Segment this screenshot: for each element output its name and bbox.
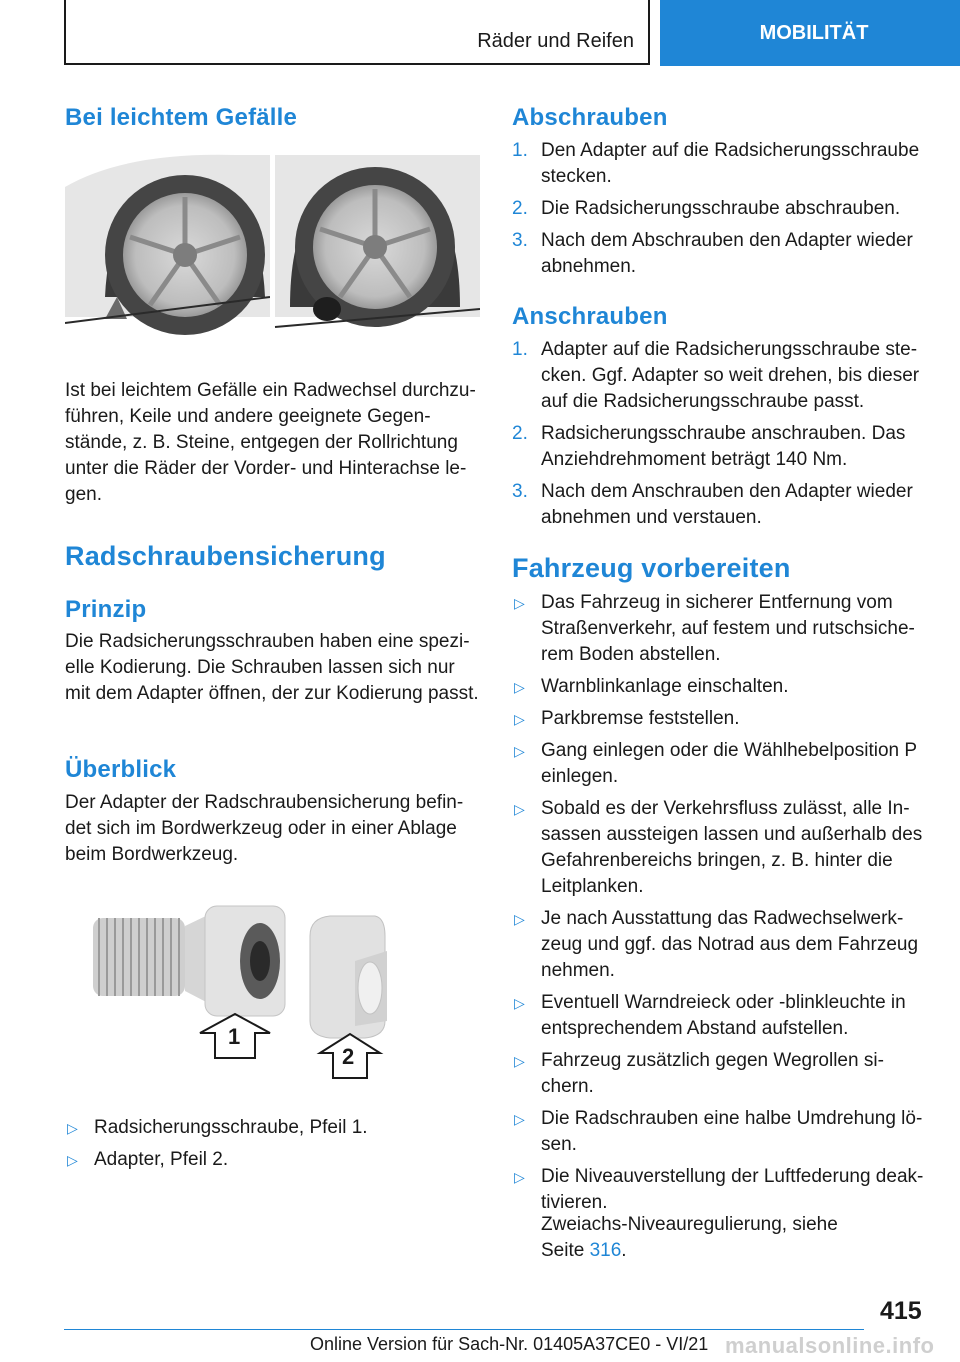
list-item: 3. Nach dem Anschrauben den Adapter wieder abnehmen und verstauen. [512,481,913,528]
unscrew-steps [512,138,927,280]
list-item: ▷ Warnblinkanlage einschalten. [512,674,927,700]
principle-text: Die Radsicherungsschrauben haben eine spezielle Kodierung. Die Schrauben lassen sich nur mit dem Adapter öffnen, der zur Kodierung passt. [65,631,479,704]
watermark: manualsonline.info [725,1333,935,1358]
list-item: ▷ Parkbremse feststellen. [512,706,927,732]
triangle-right-outline-icon: ▷ [514,679,525,695]
legend-list [65,1115,480,1173]
figure-wheel-chocks [65,147,480,345]
triangle-right-outline-icon: ▷ [514,911,525,927]
list-item: ▷ Gang einlegen oder die Wählhebelposition P einlegen. [514,740,917,787]
list-item: ▷ Adapter, Pfeil 2. [65,1147,480,1173]
list-item: 3. Nach dem Abschrauben den Adapter wieder abnehmen. [512,230,913,277]
adapter-drawing [310,916,387,1038]
list-item: ▷ Radsicherungsschraube, Pfeil 1. [65,1115,480,1141]
triangle-right-outline-icon: ▷ [514,1053,525,1069]
heading-wheel-lock: Radschraubensicherung [65,541,386,571]
header-chapter-tab: MOBILITÄT [660,0,960,66]
triangle-right-outline-icon: ▷ [514,1169,525,1185]
list-item: ▷ Fahrzeug zusätzlich gegen Wegrollen sichern. [514,1050,884,1097]
list-item: ▷ Sobald es der Verkehrsfluss zulässt, alle Insassen aussteigen lassen und außerhalb des Gefahrenbereichs bringen, z. B. hinter die Leitplanken. [514,798,923,897]
heading-unscrew: Abschrauben [512,104,668,131]
triangle-right-outline-icon: ▷ [514,995,525,1011]
triangle-right-outline-icon: ▷ [514,595,525,611]
triangle-right-outline-icon: ▷ [67,1152,78,1168]
figure-lock-bolt-adapter [85,896,395,1081]
page-number: 415 [880,1297,922,1325]
cross-reference: Zweiachs-Niveauregulierung, siehe Seite 316. [541,1214,838,1261]
list-item: 1. Den Adapter auf die Radsicherungsschraube stecken. [512,140,920,187]
list-item: ▷ Das Fahrzeug in sicherer Entfernung vom Straßenverkehr, auf festem und rutschsicherem Boden abstellen. [514,592,915,665]
heading-overview: Überblick [65,756,177,783]
prepare-list [512,590,927,1216]
list-item: 2. Die Radsicherungsschraube abschrauben. [512,198,901,219]
screw-on-steps [512,337,927,531]
heading-screw-on: Anschrauben [512,303,668,330]
triangle-right-outline-icon: ▷ [514,711,525,727]
list-item: ▷ Eventuell Warndreieck oder -blinkleuchte in entsprechendem Abstand aufstellen. [514,992,906,1039]
triangle-right-outline-icon: ▷ [514,1111,525,1127]
wheel-rear-panel [275,155,480,327]
triangle-right-outline-icon: ▷ [67,1120,78,1136]
page-reference-link[interactable]: 316 [589,1240,622,1261]
heading-principle: Prinzip [65,596,147,623]
header-frame-bottom [64,63,650,65]
overview-text: Der Adapter der Radschraubensicherung befindet sich im Bordwerkzeug oder in einer Ablage beim Bordwerkzeug. [65,792,464,865]
arrow-2-label: 2 [342,1044,355,1069]
footer-version-text: Online Version für Sach-Nr. 01405A37CE0 - VI/21 [310,1334,709,1354]
header-section-title: Räder und Reifen [477,30,634,52]
list-item: 2. Radsicherungsschraube anschrauben. Das Anziehdrehmoment beträgt 140 Nm. [512,423,906,470]
list-item: 1. Adapter auf die Radsicherungsschraube stecken. Ggf. Adapter so weit drehen, bis dieser auf die Radsicherungsschraube passt. [512,339,920,412]
triangle-right-outline-icon: ▷ [514,743,525,759]
header-frame-right [648,0,650,64]
arrow-1-label: 1 [228,1024,241,1049]
slope-instructions: Ist bei leichtem Gefälle ein Radwechsel durchzuführen, Keile und andere geeignete Gegenstände, z. B. Steine, entgegen der Rollrichtung unter die Räder der Vorder- und Hinterachse legen. [65,380,476,505]
list-item: ▷ Je nach Ausstattung das Radwechselwerkzeug und ggf. das Notrad aus dem Fahrzeug nehmen. [514,908,919,981]
heading-slight-slope: Bei leichtem Gefälle [65,104,298,131]
lock-bolt-drawing [93,906,285,1016]
header-frame-left [64,0,66,64]
heading-prepare-vehicle: Fahrzeug vorbereiten [512,553,791,583]
wheel-front-panel [65,155,270,335]
list-item: ▷ Die Niveauverstellung der Luftfederung deaktivieren. [514,1166,924,1213]
triangle-right-outline-icon: ▷ [514,801,525,817]
footer-divider [64,1329,864,1330]
list-item: ▷ Die Radschrauben eine halbe Umdrehung lösen. [514,1108,923,1155]
